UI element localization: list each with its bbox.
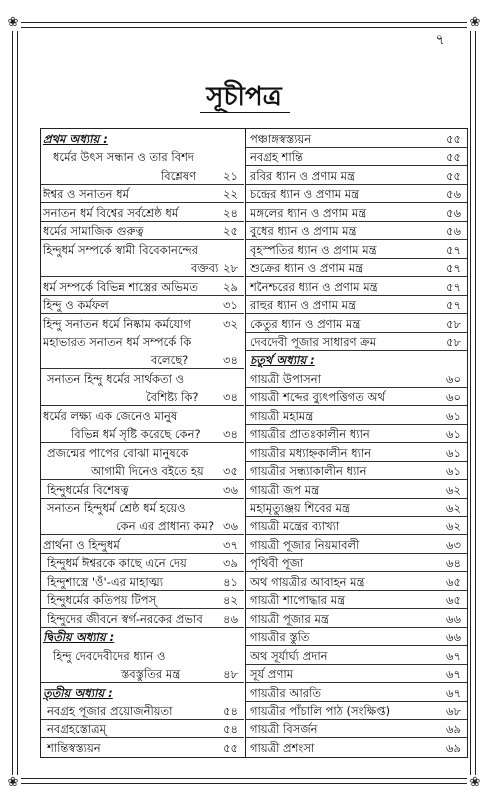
toc-entry-title: গায়ত্রীর আরতি (250, 685, 322, 700)
toc-entry (246, 277, 467, 296)
toc-entry-title: গায়ত্রী প্রশংসা (250, 740, 315, 755)
chapter-heading (41, 683, 244, 701)
toc-entry-title: নবগ্রহ শান্তি (250, 150, 303, 165)
toc-entry (41, 498, 244, 516)
toc-entry-title: হিন্দুধর্ম সম্পর্কে স্বামী বিবেকানন্দের (43, 242, 199, 257)
toc-entry (246, 314, 467, 333)
toc-entry (246, 203, 467, 222)
toc-entry-title: নবগ্রহ পূজার প্রয়োজনীয়তা (47, 703, 173, 718)
toc-entry (41, 738, 244, 756)
toc-entry (246, 406, 467, 425)
toc-entry-title: গায়ত্রী বিসর্জন (250, 722, 318, 737)
toc-entry (246, 129, 467, 148)
toc-entry-title: রবির ধ্যান ও প্রণাম মন্ত্র (250, 168, 356, 183)
toc-entry (246, 535, 467, 554)
toc-entry-page: ৬৭ (446, 685, 461, 700)
toc-entry (246, 295, 467, 314)
toc-entry-title: গায়ত্রী মহামন্ত্র (250, 408, 314, 423)
toc-entry (41, 701, 244, 720)
toc-entry-page: ২৮ (223, 261, 238, 276)
toc-entry-title: শুক্রের ধ্যান ও প্রণাম মন্ত্র (250, 261, 364, 276)
toc-entry-title: গায়ত্রীর সন্ধ্যাকালীন ধ্যান (250, 464, 367, 479)
toc-entry-page: ৫৬ (446, 205, 461, 220)
toc-entry-title: নবগ্রহস্তোত্রম্ (47, 722, 106, 737)
toc-entry-page: ৫৫ (223, 740, 238, 755)
toc-entry-page: ৩৯ (223, 556, 238, 571)
toc-entry-page: ৫৬ (446, 187, 461, 202)
toc-entry-title: বিশ্লেষণ (161, 168, 197, 183)
toc-entry-title: রাহুর ধ্যান ও প্রণাম মন্ত্র (250, 298, 357, 313)
toc-entry-title: অথ গায়ত্রীর আবাহন মন্ত্র (250, 574, 365, 589)
toc-entry-page: ৬৫ (446, 593, 461, 608)
toc-entry-page: ৩৬ (223, 482, 238, 497)
toc-entry-page: ৬১ (446, 445, 461, 460)
toc-entry-page: ৪১ (223, 574, 238, 589)
toc-entry-page: ৩৪ (223, 427, 238, 442)
toc-entry-page: ২১ (223, 168, 238, 183)
toc-entry (246, 664, 467, 683)
table-of-contents (40, 128, 468, 758)
toc-entry (246, 184, 467, 203)
toc-entry-page: ৫৭ (446, 298, 461, 313)
toc-entry-title: ধর্মের সামাজিক গুরুত্ব (43, 224, 144, 239)
toc-entry-title: অথ সূর্যার্ঘ্য প্রদান (250, 648, 328, 663)
toc-entry-page: ৩৪ (223, 353, 238, 368)
toc-entry-title: ধর্মের উৎস সন্ধান ও তার বিশদ (53, 150, 194, 165)
corner-ornament-icon: ❀ (5, 775, 21, 791)
toc-entry-title: ঈশ্বর ও সনাতন ধর্ম (43, 187, 129, 202)
toc-entry-title: গায়ত্রী শাপোদ্ধার মন্ত্র (250, 593, 346, 608)
toc-entry-page: ৬৯ (446, 740, 461, 755)
toc-entry-page: ৬৬ (446, 630, 461, 645)
toc-entry-page: ৩৪ (223, 390, 238, 405)
toc-entry-title: হিন্দুধর্মের বিশেষত্ব (47, 482, 129, 497)
toc-entry-title: আগামী দিনেও বইতে হয় (91, 464, 204, 479)
toc-entry-title: মহাভারত সনাতন ধর্ম সম্পর্কে কি (43, 334, 192, 349)
toc-entry-page: ৩২ (223, 316, 238, 331)
toc-entry-page: ৬০ (446, 371, 461, 386)
toc-entry-page: ২৯ (223, 279, 238, 294)
toc-entry (246, 683, 467, 702)
toc-entry-title: গায়ত্রী পূজার মন্ত্র (250, 611, 329, 626)
toc-entry-page: ৬৮ (446, 703, 461, 718)
toc-entry-title: ধর্ম সম্পর্কে বিভিন্ন শাস্ত্রের অভিমত (43, 279, 198, 294)
toc-entry (246, 221, 467, 240)
toc-entry-title: গায়ত্রী মন্ত্রের ব্যাখ্যা (250, 519, 340, 534)
toc-entry (41, 387, 244, 406)
toc-entry (41, 424, 244, 443)
toc-entry-page: ৬৯ (446, 722, 461, 737)
chapter-heading (41, 129, 244, 147)
toc-entry-title: দেবদেবী পূজার সাধারণ ক্রম (250, 334, 377, 349)
toc-entry-title: চন্দ্রের ধ্যান ও প্রণাম মন্ত্র (250, 187, 360, 202)
toc-entry-title: সনাতন ধর্ম বিশ্বের সর্বশ্রেষ্ঠ ধর্ম (43, 205, 179, 220)
corner-ornament-icon: ❀ (5, 15, 21, 31)
chapter-heading (246, 350, 467, 368)
toc-entry-title: প্রার্থনা ও হিন্দুধর্ম (43, 537, 120, 552)
toc-entry (246, 166, 467, 185)
toc-entry-page: ৪৬ (223, 611, 238, 626)
toc-entry (41, 461, 244, 480)
toc-entry-page: ৫৭ (446, 279, 461, 294)
toc-entry (246, 258, 467, 277)
toc-entry-title: প্রথম অধ্যায় : (43, 132, 108, 146)
toc-entry-page: ৩৫ (223, 464, 238, 479)
toc-entry-title: মঙ্গলের ধ্যান ও প্রণাম মন্ত্র (250, 205, 367, 220)
toc-entry-title: বক্তব্য (191, 261, 219, 276)
toc-entry-page: ৫৫ (446, 132, 461, 146)
toc-entry (41, 221, 244, 240)
toc-entry-title: বৃহস্পতির ধ্যান ও প্রণাম মন্ত্র (250, 242, 377, 257)
toc-entry-title: গায়ত্রীর প্রাতঃকালীন ধ্যান (250, 427, 370, 442)
toc-entry-title: হিন্দু দেবদেবীদের ধ্যান ও (53, 648, 166, 663)
toc-entry-page: ৫৭ (446, 242, 461, 257)
toc-entry (41, 350, 244, 369)
toc-entry-title: বৈশিষ্ট্য কি? (146, 390, 199, 405)
toc-entry-page: ৬২ (446, 501, 461, 515)
toc-entry-title: কেন এর প্রাধান্য কম? (116, 519, 215, 534)
toc-entry-title: চতুর্থ অধ্যায় : (250, 353, 315, 368)
chapter-heading (41, 627, 244, 645)
toc-entry (41, 332, 244, 350)
toc-entry-page: ৬২ (446, 482, 461, 497)
toc-entry-title: সূর্য প্রণাম (250, 667, 294, 682)
page-title: সূচীপত্র (206, 82, 282, 112)
corner-ornament-icon: ❀ (467, 775, 483, 791)
toc-entry (246, 701, 467, 720)
toc-entry (246, 719, 467, 738)
toc-entry-page: ৫৮ (446, 334, 461, 349)
toc-entry-title: হিন্দুশাস্ত্রে 'ওঁ'-এর মাহাত্ম্য (47, 574, 164, 589)
toc-entry-page: ৪২ (223, 593, 238, 608)
toc-entry (41, 480, 244, 499)
toc-entry-title: ধর্মের লক্ষ্য এক জেনেও মানুষ (43, 408, 178, 423)
toc-entry-page: ৩৬ (223, 519, 238, 534)
toc-entry-title: সনাতন হিন্দু ধর্মের সার্থকতা ও (47, 371, 185, 386)
toc-entry-page: ৪৮ (223, 667, 238, 682)
toc-entry (41, 258, 244, 277)
toc-entry (246, 461, 467, 480)
toc-entry (41, 240, 244, 258)
toc-entry-title: হিন্দুদের জীবনে স্বর্গ-নরকের প্রভাব (47, 611, 203, 626)
toc-entry (41, 443, 244, 461)
toc-entry-title: বিভিন্ন ধর্ম সৃষ্টি করেছে কেন? (71, 427, 201, 442)
toc-entry-title: তৃতীয় অধ্যায় : (43, 685, 113, 700)
toc-entry-page: ৬৭ (446, 667, 461, 682)
toc-entry (246, 627, 467, 646)
toc-entry (41, 369, 244, 387)
toc-entry-title: সনাতন হিন্দুধর্ম শ্রেষ্ঠ ধর্ম হয়েও (47, 501, 186, 515)
toc-entry-page: ৫৮ (446, 316, 461, 331)
toc-entry-page: ৫৪ (223, 703, 238, 718)
toc-entry-title: গায়ত্রীর পাঁচালি পাঠ (সংক্ষিপ্ত) (250, 703, 391, 718)
toc-entry-page: ৫৫ (446, 150, 461, 165)
toc-entry (41, 516, 244, 535)
toc-entry (246, 553, 467, 572)
corner-ornament-icon: ❀ (467, 15, 483, 31)
toc-entry (246, 443, 467, 462)
toc-entry (41, 590, 244, 609)
toc-entry (41, 277, 244, 296)
toc-entry-page: ৬০ (446, 390, 461, 405)
toc-entry-title: হিন্দুধর্মের কতিপয় টিপস্ (47, 593, 157, 608)
toc-entry-page: ৫৫ (446, 168, 461, 183)
toc-entry-page: ৬১ (446, 464, 461, 479)
toc-entry-title: মহামৃত্যুঞ্জয় শিবের মন্ত্র (250, 501, 350, 515)
toc-entry-title: শনৈশ্চরের ধ্যান ও প্রণাম মন্ত্র (250, 279, 378, 294)
toc-entry (41, 314, 244, 332)
toc-entry-title: গায়ত্রী পূজার নিয়মাবলী (250, 537, 360, 552)
toc-entry (246, 369, 467, 388)
toc-entry-page: ২৫ (223, 224, 238, 239)
toc-entry (246, 516, 467, 535)
toc-entry (41, 295, 244, 314)
toc-entry (41, 535, 244, 554)
title-underline (200, 112, 290, 113)
toc-entry (246, 646, 467, 665)
toc-entry-page: ৩১ (223, 298, 238, 313)
toc-entry (246, 424, 467, 443)
toc-entry-title: হিন্দু ও কর্মফল (43, 298, 109, 313)
toc-entry-page: ৫৬ (446, 224, 461, 239)
toc-entry (41, 572, 244, 591)
toc-entry (41, 553, 244, 572)
toc-entry-title: গায়ত্রীর মধ্যাহ্নকালীন ধ্যান (250, 445, 372, 460)
toc-entry (246, 738, 467, 756)
toc-entry-title: বলেছে? (151, 353, 189, 368)
toc-entry-title: পঞ্চাঙ্গস্বস্ত্যয়ন (250, 132, 312, 146)
toc-entry-title: গায়ত্রী উপাসনা (250, 371, 321, 386)
toc-entry-title: হিন্দু সনাতন ধর্মে নিষ্কাম কর্মযোগ (43, 316, 192, 331)
toc-entry-page: ৬৩ (446, 537, 461, 552)
toc-entry-title: গায়ত্রী শব্দের ব্যুৎপত্তিগত অর্থ (250, 390, 385, 405)
toc-entry (246, 609, 467, 628)
toc-entry-title: কেতুর ধ্যান ও প্রণাম মন্ত্র (250, 316, 361, 331)
toc-entry-page: ৩৭ (223, 537, 238, 552)
toc-entry-page: ৬৭ (446, 648, 461, 663)
toc-entry-page: ৫৭ (446, 261, 461, 276)
toc-entry (246, 240, 467, 259)
toc-entry-page: ২২ (223, 187, 238, 202)
toc-entry-title: পৃথিবী পূজা (250, 556, 304, 571)
toc-entry (41, 664, 244, 683)
toc-entry (41, 184, 244, 203)
toc-entry-page: ৫৪ (223, 722, 238, 737)
toc-entry-title: হিন্দুধর্ম ঈশ্বরকে কাছে এনে দেয় (47, 556, 187, 571)
toc-entry (41, 719, 244, 738)
toc-entry (246, 498, 467, 517)
toc-entry (246, 147, 467, 166)
toc-entry-page: ৬১ (446, 427, 461, 442)
toc-entry (41, 609, 244, 628)
toc-entry-page: ২৪ (223, 205, 238, 220)
toc-entry-title: দ্বিতীয় অধ্যায় : (43, 630, 115, 645)
toc-entry (246, 387, 467, 406)
toc-entry-page: ৬৫ (446, 574, 461, 589)
toc-entry (41, 147, 244, 165)
toc-entry (246, 480, 467, 499)
toc-entry-page: ৬৬ (446, 611, 461, 626)
toc-entry (246, 572, 467, 591)
toc-entry-title: স্তবস্তুতির মন্ত্র (121, 667, 181, 682)
toc-entry-title: প্রজন্মের পাপের বোঝা মানুষকে (47, 445, 189, 460)
toc-entry (246, 590, 467, 609)
toc-entry (41, 203, 244, 222)
toc-entry (246, 332, 467, 351)
toc-entry-page: ৬১ (446, 408, 461, 423)
toc-entry-page: ৬৪ (446, 556, 461, 571)
toc-entry-page: ৬২ (446, 519, 461, 534)
toc-entry (41, 166, 244, 185)
toc-entry (41, 646, 244, 664)
toc-entry-title: বুধের ধ্যান ও প্রণাম মন্ত্র (250, 224, 357, 239)
toc-entry (41, 406, 244, 424)
toc-entry-title: গায়ত্রীর স্তুতি (250, 630, 310, 645)
toc-entry-title: গায়ত্রী জপ মন্ত্র (250, 482, 320, 497)
page-number: ৭ (428, 28, 452, 52)
toc-entry-title: শান্তিস্বস্ত্যয়ন (47, 740, 101, 755)
